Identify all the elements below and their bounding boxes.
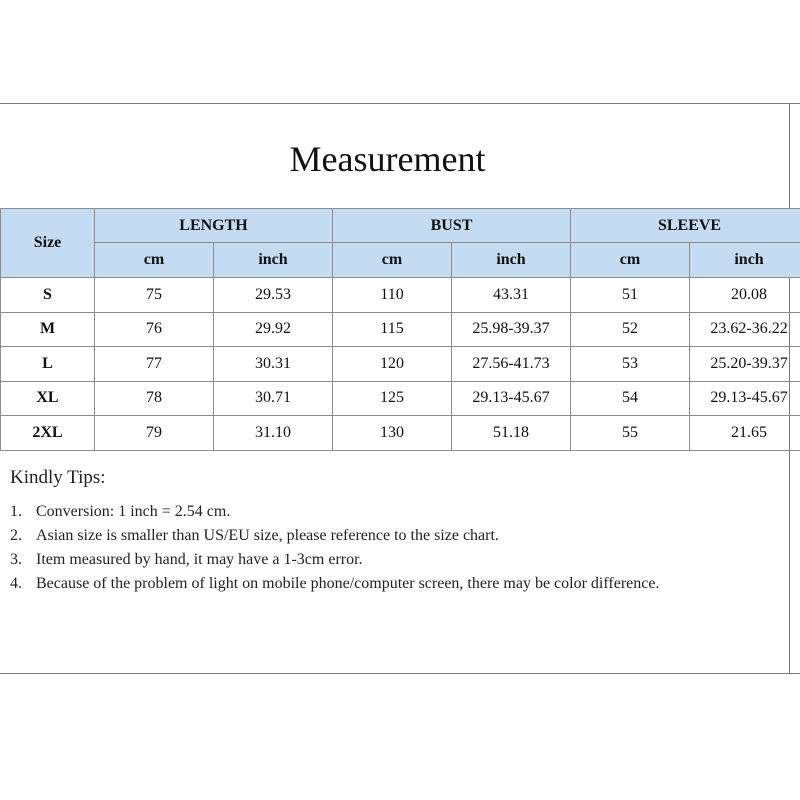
table-cell: 27.56-41.73: [452, 347, 571, 382]
table-cell: 29.13-45.67: [690, 381, 800, 416]
table-cell: 78: [95, 381, 214, 416]
table-cell: 30.31: [214, 347, 333, 382]
table-row: [1, 312, 800, 347]
size-header: Size: [1, 209, 95, 278]
tip-number: 3.: [10, 551, 22, 568]
table-cell: 110: [333, 278, 452, 313]
tips-section: [10, 466, 750, 596]
table-cell: 20.08: [690, 278, 800, 313]
tips-list: [10, 500, 750, 596]
table-cell: 79: [95, 416, 214, 451]
table-row: [1, 347, 800, 382]
unit-header: inch: [214, 243, 333, 278]
table-cell: 52: [571, 312, 690, 347]
table-cell: 29.13-45.67: [452, 381, 571, 416]
sleeve-header: SLEEVE: [571, 209, 800, 243]
tip-number: 2.: [10, 527, 22, 544]
tip-item: [10, 500, 750, 524]
tip-item: [10, 524, 750, 548]
unit-header: inch: [690, 243, 800, 278]
size-cell: XL: [1, 381, 95, 416]
table-cell: 31.10: [214, 416, 333, 451]
tip-text: Because of the problem of light on mobile phone/computer screen, there may be color difference.: [36, 575, 660, 592]
table-cell: 23.62-36.22: [690, 312, 800, 347]
tips-title: Kindly Tips:: [10, 467, 106, 488]
tip-text: Item measured by hand, it may have a 1-3cm error.: [36, 551, 363, 568]
size-cell: 2XL: [1, 416, 95, 451]
tip-item: [10, 548, 750, 572]
table-cell: 77: [95, 347, 214, 382]
table-cell: 75: [95, 278, 214, 313]
table-cell: 51: [571, 278, 690, 313]
unit-header: cm: [571, 243, 690, 278]
unit-header: cm: [95, 243, 214, 278]
tip-text: Conversion: 1 inch = 2.54 cm.: [36, 503, 231, 520]
size-cell: M: [1, 312, 95, 347]
table-cell: 25.98-39.37: [452, 312, 571, 347]
tip-text: Asian size is smaller than US/EU size, please reference to the size chart.: [36, 527, 499, 544]
table-cell: 125: [333, 381, 452, 416]
table-cell: 120: [333, 347, 452, 382]
table-cell: 29.53: [214, 278, 333, 313]
table-row: [1, 381, 800, 416]
table-cell: 115: [333, 312, 452, 347]
table-cell: 54: [571, 381, 690, 416]
bust-header: BUST: [333, 209, 571, 243]
page-title: Measurement: [289, 139, 486, 179]
unit-header: cm: [333, 243, 452, 278]
header-row-groups: [1, 209, 800, 243]
tip-item: [10, 572, 750, 596]
table-cell: 130: [333, 416, 452, 451]
header-row-units: [1, 243, 800, 278]
tip-number: 1.: [10, 503, 22, 520]
tip-number: 4.: [10, 575, 22, 592]
table-row: [1, 278, 800, 313]
length-header: LENGTH: [95, 209, 333, 243]
table-cell: 51.18: [452, 416, 571, 451]
table-cell: 29.92: [214, 312, 333, 347]
table-cell: 21.65: [690, 416, 800, 451]
table-cell: 30.71: [214, 381, 333, 416]
table-cell: 55: [571, 416, 690, 451]
table-cell: 76: [95, 312, 214, 347]
size-cell: L: [1, 347, 95, 382]
size-cell: S: [1, 278, 95, 313]
table-cell: 53: [571, 347, 690, 382]
unit-header: inch: [452, 243, 571, 278]
table-cell: 43.31: [452, 278, 571, 313]
table-row: [1, 416, 800, 451]
size-chart-table: [0, 208, 800, 451]
table-cell: 25.20-39.37: [690, 347, 800, 382]
